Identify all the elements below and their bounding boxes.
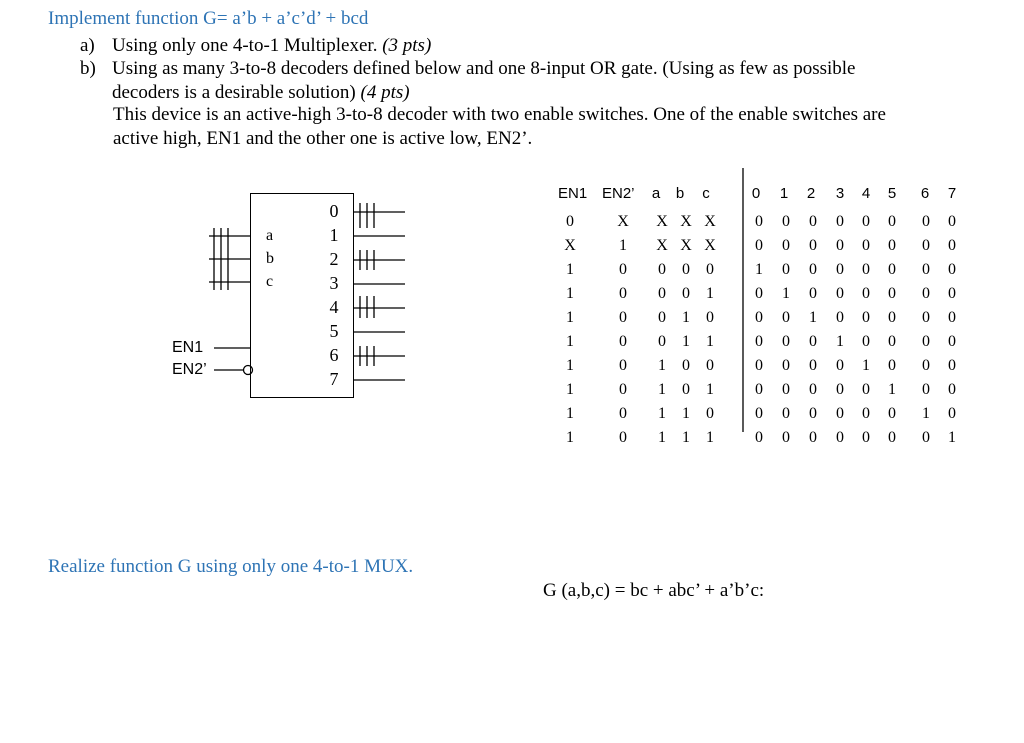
- tt-cell: 0: [658, 333, 666, 350]
- tt-cell: 0: [682, 381, 690, 398]
- tt-header: 6: [920, 185, 930, 202]
- tt-cell: 0: [782, 213, 790, 230]
- realize-instruction: Realize function G using only one 4-to-1 MUX.: [48, 556, 414, 577]
- tt-cell: 0: [755, 381, 763, 398]
- tt-cell: 0: [862, 237, 870, 254]
- tt-cell: 1: [658, 429, 666, 446]
- tt-cell: 0: [782, 333, 790, 350]
- tt-cell: 0: [809, 381, 817, 398]
- tt-cell: 1: [566, 381, 574, 398]
- tt-cell: X: [656, 213, 668, 230]
- tt-header: EN1: [558, 185, 588, 202]
- tt-cell: 1: [888, 381, 896, 398]
- tt-cell: 0: [809, 357, 817, 374]
- tt-cell: X: [680, 213, 692, 230]
- tt-cell: 0: [706, 309, 714, 326]
- tt-cell: 0: [619, 405, 627, 422]
- tt-cell: 0: [809, 237, 817, 254]
- tt-cell: 0: [755, 237, 763, 254]
- output-label-3: 3: [329, 273, 339, 293]
- tt-header: 7: [947, 185, 957, 202]
- tt-cell: 0: [948, 285, 956, 302]
- tt-cell: 1: [566, 285, 574, 302]
- tt-cell: 0: [682, 285, 690, 302]
- tt-cell: 0: [948, 309, 956, 326]
- input-label-c: c: [266, 273, 274, 290]
- tt-cell: 0: [619, 309, 627, 326]
- tt-cell: 0: [619, 357, 627, 374]
- tt-cell: 0: [948, 213, 956, 230]
- tt-cell: 0: [948, 237, 956, 254]
- tt-cell: 0: [836, 213, 844, 230]
- input-label-a: a: [266, 227, 274, 244]
- tt-cell: 0: [755, 405, 763, 422]
- tt-cell: 0: [619, 333, 627, 350]
- tt-cell: 1: [566, 429, 574, 446]
- output-label-0: 0: [329, 201, 339, 221]
- tt-cell: 1: [755, 261, 763, 278]
- tt-cell: 0: [755, 285, 763, 302]
- output-label-2: 2: [329, 249, 339, 269]
- tt-cell: 0: [706, 405, 714, 422]
- tt-cell: 1: [948, 429, 956, 446]
- tt-cell: 0: [888, 261, 896, 278]
- tt-cell: 1: [706, 381, 714, 398]
- output-label-1: 1: [329, 225, 339, 245]
- output-label-5: 5: [329, 321, 339, 341]
- tt-header: a: [651, 185, 661, 202]
- tt-cell: 0: [862, 309, 870, 326]
- tt-cell: 0: [862, 213, 870, 230]
- tt-cell: 0: [836, 237, 844, 254]
- item-b-line1: Using as many 3-to-8 decoders defined below and one 8-input OR gate. (Using as few as possible: [112, 58, 856, 79]
- tt-cell: 0: [809, 213, 817, 230]
- tt-cell: 0: [862, 261, 870, 278]
- tt-cell: 1: [658, 357, 666, 374]
- output-label-6: 6: [329, 345, 339, 365]
- tt-cell: 0: [862, 429, 870, 446]
- tt-cell: 1: [682, 405, 690, 422]
- tt-cell: X: [564, 237, 576, 254]
- tt-cell: 0: [809, 405, 817, 422]
- tt-cell: 1: [782, 285, 790, 302]
- description-line2: active high, EN1 and the other one is active low, EN2’.: [113, 128, 533, 149]
- tt-header: 0: [751, 185, 761, 202]
- tt-cell: 1: [566, 333, 574, 350]
- tt-cell: 0: [922, 237, 930, 254]
- tt-cell: 0: [706, 357, 714, 374]
- tt-cell: 0: [888, 285, 896, 302]
- tt-cell: 0: [836, 381, 844, 398]
- tt-cell: 0: [619, 381, 627, 398]
- enable-label-en2: EN2’: [172, 361, 207, 378]
- tt-cell: 1: [706, 333, 714, 350]
- tt-cell: 0: [658, 261, 666, 278]
- item-b-points: (4 pts): [360, 82, 410, 103]
- tt-cell: 0: [658, 309, 666, 326]
- tt-cell: 0: [836, 285, 844, 302]
- tt-header: 1: [779, 185, 789, 202]
- tt-cell: 0: [948, 333, 956, 350]
- tt-header: 2: [806, 185, 816, 202]
- tt-cell: 0: [922, 285, 930, 302]
- tt-cell: 0: [888, 237, 896, 254]
- tt-cell: 0: [809, 261, 817, 278]
- tt-cell: 0: [888, 309, 896, 326]
- tt-cell: 0: [782, 357, 790, 374]
- tt-cell: 0: [888, 333, 896, 350]
- tt-cell: 0: [888, 405, 896, 422]
- tt-header: 5: [887, 185, 897, 202]
- tt-cell: 0: [782, 261, 790, 278]
- tt-cell: 0: [922, 333, 930, 350]
- tt-cell: 0: [948, 381, 956, 398]
- tt-cell: 0: [782, 429, 790, 446]
- tt-cell: 0: [836, 357, 844, 374]
- tt-cell: 1: [836, 333, 844, 350]
- tt-cell: 1: [658, 405, 666, 422]
- tt-cell: 0: [836, 261, 844, 278]
- item-a-marker: a): [80, 35, 95, 56]
- description-line1: This device is an active-high 3-to-8 decoder with two enable switches. One of the enable switches are: [113, 104, 886, 125]
- tt-cell: 0: [755, 429, 763, 446]
- item-a-points: (3 pts): [382, 35, 432, 56]
- tt-cell: 0: [782, 405, 790, 422]
- tt-cell: 0: [682, 357, 690, 374]
- tt-header: b: [675, 185, 685, 202]
- tt-cell: 0: [782, 237, 790, 254]
- tt-cell: 0: [809, 333, 817, 350]
- tt-cell: 1: [682, 309, 690, 326]
- tt-cell: 0: [619, 429, 627, 446]
- tt-cell: 0: [862, 405, 870, 422]
- enable-label-en1: EN1: [172, 339, 204, 356]
- g-function: G (a,b,c) = bc + abc’ + a’b’c:: [543, 580, 765, 601]
- tt-cell: X: [704, 237, 716, 254]
- tt-cell: 1: [862, 357, 870, 374]
- tt-cell: 0: [888, 213, 896, 230]
- tt-cell: 1: [566, 261, 574, 278]
- tt-cell: 0: [862, 285, 870, 302]
- tt-cell: 0: [809, 285, 817, 302]
- output-label-7: 7: [329, 369, 339, 389]
- tt-cell: 1: [566, 309, 574, 326]
- tt-cell: 0: [809, 429, 817, 446]
- tt-cell: 0: [782, 381, 790, 398]
- tt-cell: 0: [566, 213, 574, 230]
- tt-cell: 1: [658, 381, 666, 398]
- tt-cell: X: [617, 213, 629, 230]
- tt-header: 3: [835, 185, 845, 202]
- tt-cell: X: [680, 237, 692, 254]
- tt-cell: 0: [922, 429, 930, 446]
- tt-header: EN2’: [602, 185, 635, 202]
- tt-cell: 1: [682, 333, 690, 350]
- tt-cell: 0: [619, 261, 627, 278]
- tt-cell: 0: [782, 309, 790, 326]
- tt-cell: X: [656, 237, 668, 254]
- tt-cell: 1: [706, 285, 714, 302]
- tt-cell: 0: [755, 357, 763, 374]
- tt-cell: 0: [619, 285, 627, 302]
- tt-cell: 0: [922, 381, 930, 398]
- item-b-marker: b): [80, 58, 96, 79]
- tt-cell: 0: [948, 405, 956, 422]
- tt-header: 4: [861, 185, 871, 202]
- tt-cell: 0: [948, 261, 956, 278]
- tt-cell: 0: [888, 357, 896, 374]
- input-label-b: b: [266, 250, 274, 267]
- tt-cell: 0: [862, 381, 870, 398]
- tt-cell: 0: [836, 429, 844, 446]
- tt-cell: 0: [755, 213, 763, 230]
- tt-cell: 1: [706, 429, 714, 446]
- tt-cell: 0: [922, 213, 930, 230]
- tt-cell: 0: [888, 429, 896, 446]
- tt-cell: 0: [922, 261, 930, 278]
- tt-cell: 0: [755, 309, 763, 326]
- tt-cell: 1: [566, 357, 574, 374]
- tt-cell: 0: [862, 333, 870, 350]
- tt-cell: 0: [658, 285, 666, 302]
- tt-cell: 0: [836, 405, 844, 422]
- item-a-text: Using only one 4-to-1 Multiplexer.: [112, 35, 383, 56]
- tt-cell: 1: [682, 429, 690, 446]
- tt-cell: 1: [922, 405, 930, 422]
- output-label-4: 4: [329, 297, 339, 317]
- tt-cell: 0: [922, 309, 930, 326]
- tt-cell: 1: [619, 237, 627, 254]
- tt-cell: 1: [566, 405, 574, 422]
- tt-cell: 1: [809, 309, 817, 326]
- problem-title: Implement function G= a’b + a’c’d’ + bcd: [48, 8, 369, 29]
- tt-cell: X: [704, 213, 716, 230]
- tt-cell: 0: [836, 309, 844, 326]
- tt-cell: 0: [706, 261, 714, 278]
- tt-cell: 0: [948, 357, 956, 374]
- tt-header: c: [702, 185, 710, 202]
- tt-cell: 0: [682, 261, 690, 278]
- tt-cell: 0: [922, 357, 930, 374]
- item-b-line2: decoders is a desirable solution): [112, 82, 361, 103]
- tt-cell: 0: [755, 333, 763, 350]
